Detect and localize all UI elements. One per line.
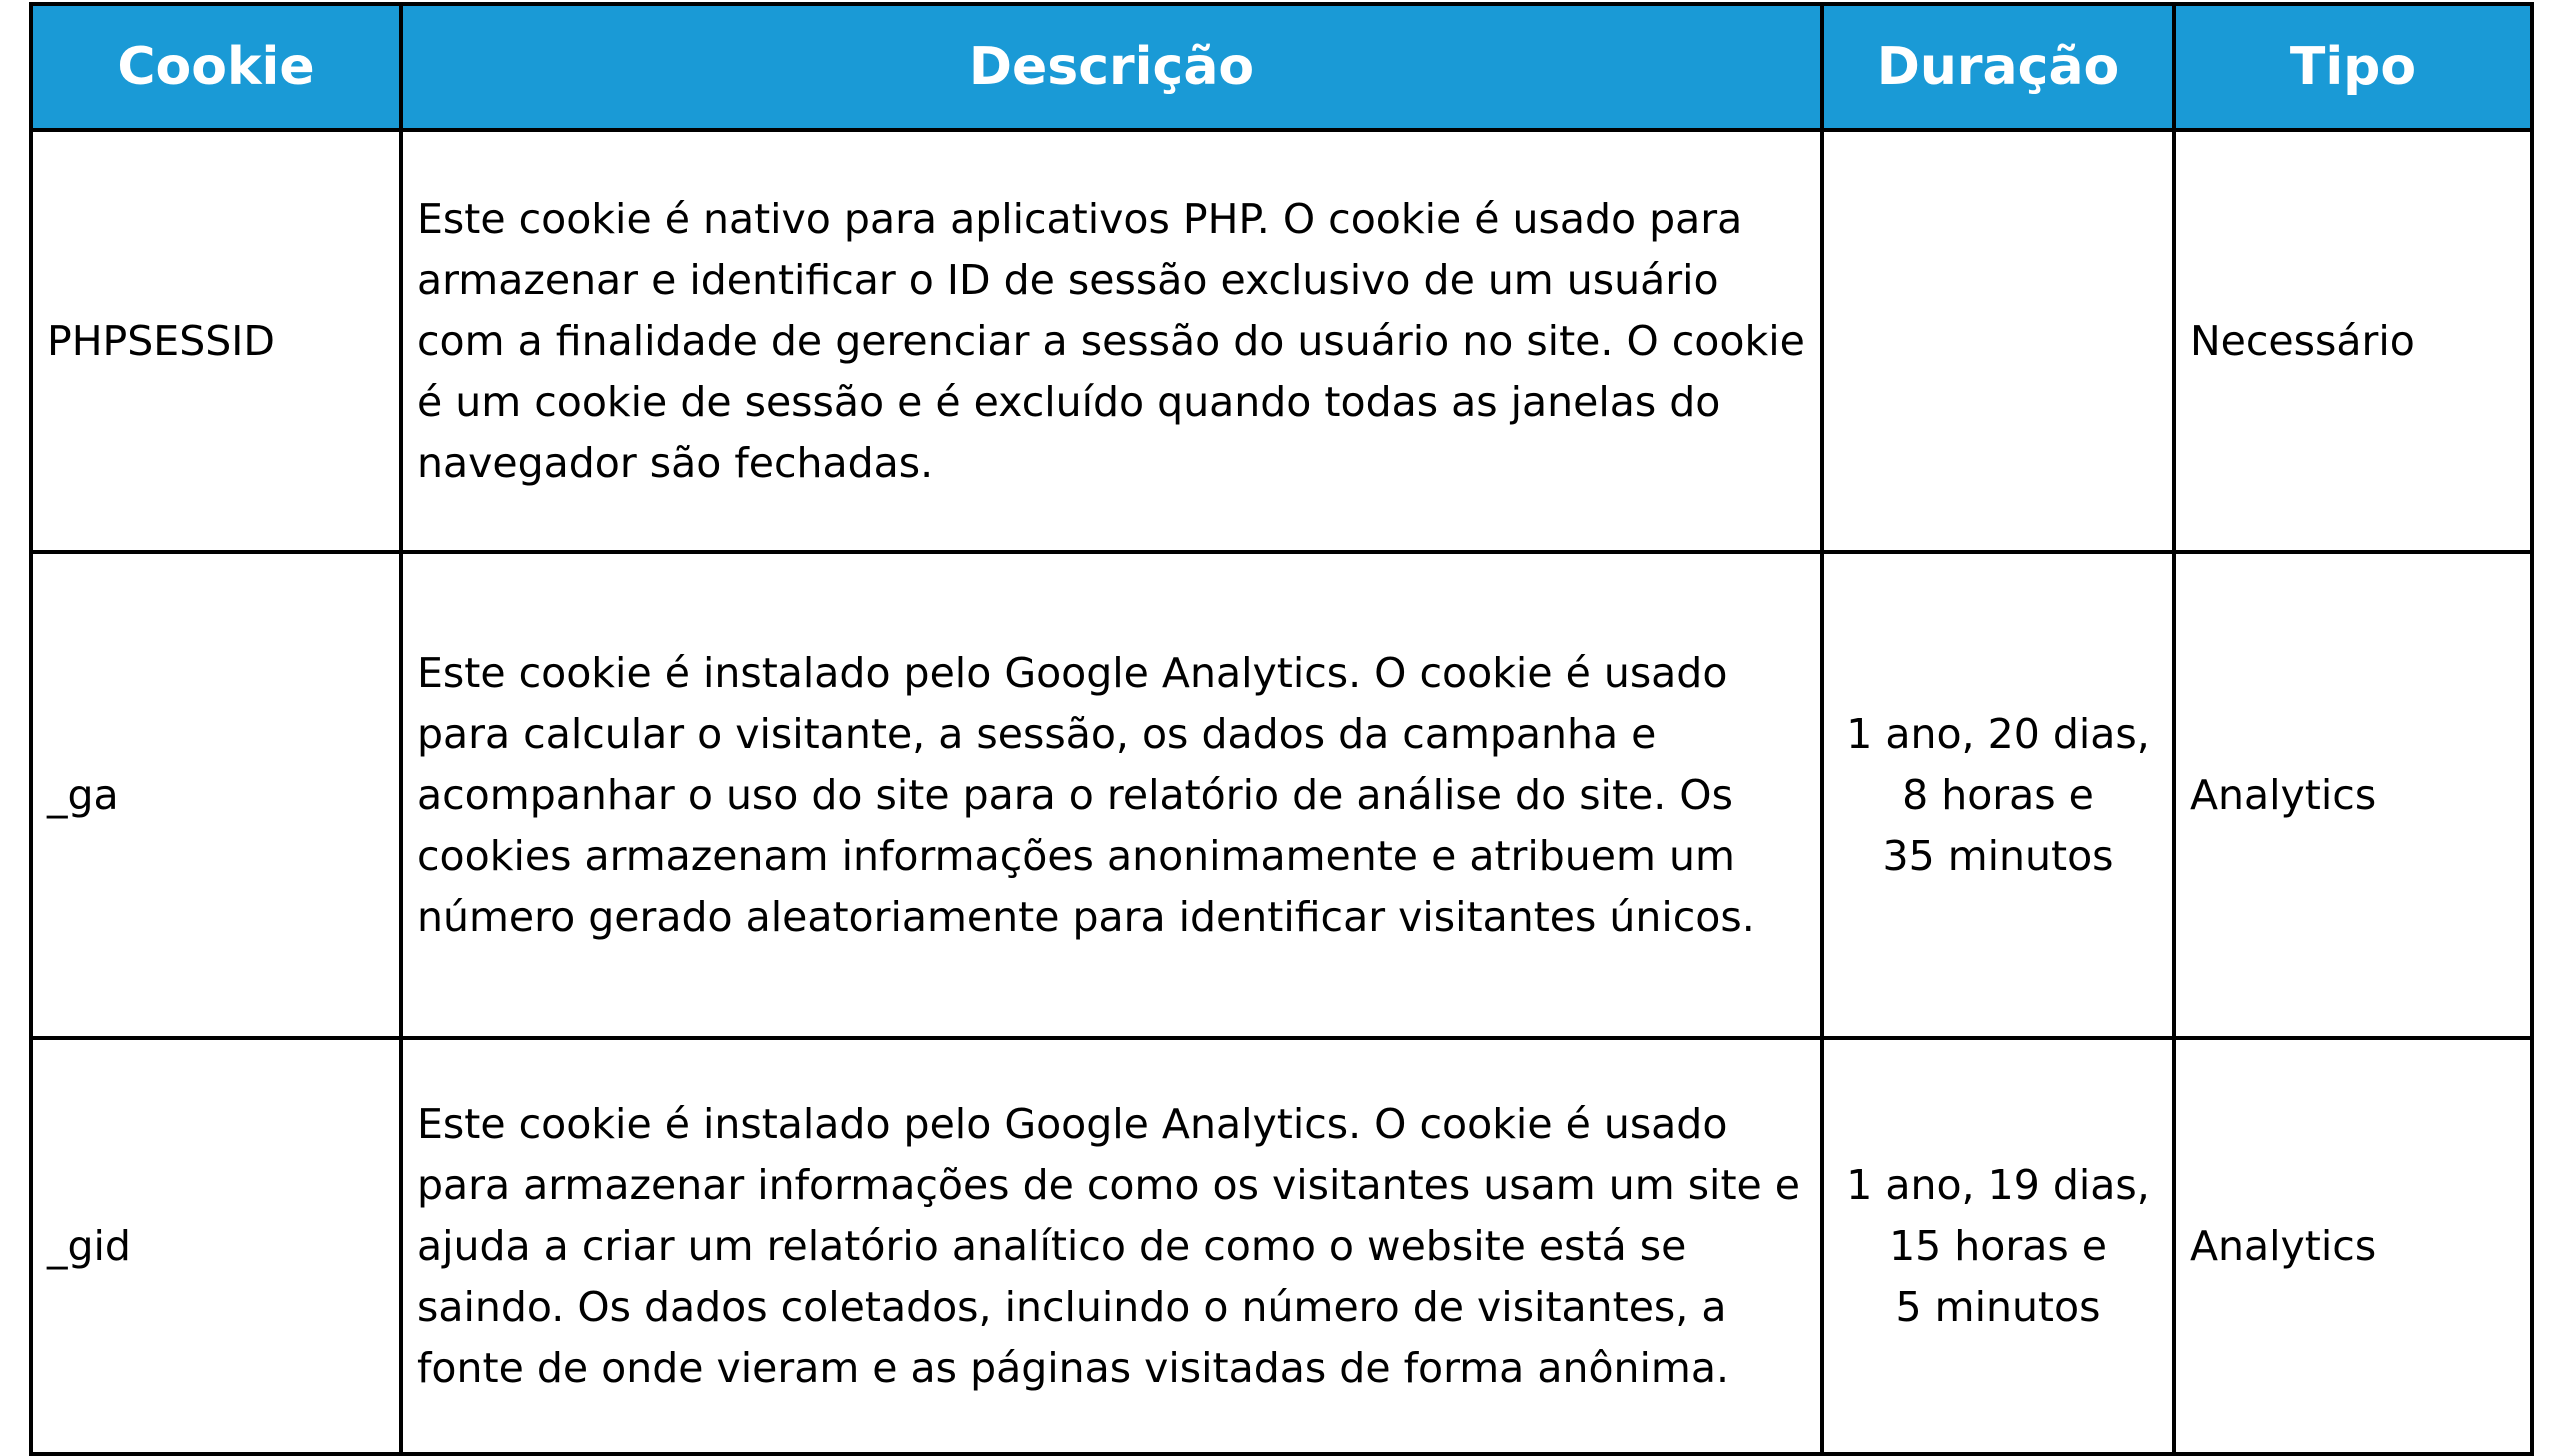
duration-line: 1 ano, 20 dias, [1846, 709, 2150, 758]
table-header-row [31, 4, 2532, 130]
cookie-name-cell: _ga [31, 552, 401, 1038]
cookie-name-cell: PHPSESSID [31, 130, 401, 552]
type-cell: Necessário [2174, 130, 2532, 552]
description-cell: Este cookie é nativo para aplicativos PHP. O cookie é usado para armazenar e identificar o ID de sessão exclusivo de um usuário com a finalidade de gerenciar a sessão do usuário no site. O cookie é um cookie de sessão e é excluído quando todas as janelas do navegador são fechadas. [401, 130, 1822, 552]
duration-cell [1822, 1038, 2174, 1454]
description-cell: Este cookie é instalado pelo Google Analytics. O cookie é usado para calcular o visitante, a sessão, os dados da campanha e acompanhar o uso do site para o relatório de análise do site. Os cookies armazenam informações anonimamente e atribuem um número gerado aleatoriamente para identificar visitantes únicos. [401, 552, 1822, 1038]
duration-line: 5 minutos [1895, 1282, 2101, 1331]
header-duration: Duração [1822, 4, 2174, 130]
duration-line: 1 ano, 19 dias, [1846, 1160, 2150, 1209]
header-description: Descrição [401, 4, 1822, 130]
table-row [31, 1038, 2532, 1454]
table-row [31, 130, 2532, 552]
cookie-table [29, 2, 2534, 1456]
header-type: Tipo [2174, 4, 2532, 130]
type-cell: Analytics [2174, 1038, 2532, 1454]
duration-line: 15 horas e [1889, 1221, 2107, 1270]
table-row [31, 552, 2532, 1038]
duration-line: 35 minutos [1882, 831, 2114, 880]
duration-line: 8 horas e [1902, 770, 2094, 819]
type-cell: Analytics [2174, 552, 2532, 1038]
header-cookie: Cookie [31, 4, 401, 130]
duration-cell [1822, 552, 2174, 1038]
cookie-name-cell: _gid [31, 1038, 401, 1454]
description-cell: Este cookie é instalado pelo Google Analytics. O cookie é usado para armazenar informações de como os visitantes usam um site e ajuda a criar um relatório analítico de como o website está se saindo. Os dados coletados, incluindo o número de visitantes, a fonte de onde vieram e as páginas visitadas de forma anônima. [401, 1038, 1822, 1454]
duration-cell [1822, 130, 2174, 552]
